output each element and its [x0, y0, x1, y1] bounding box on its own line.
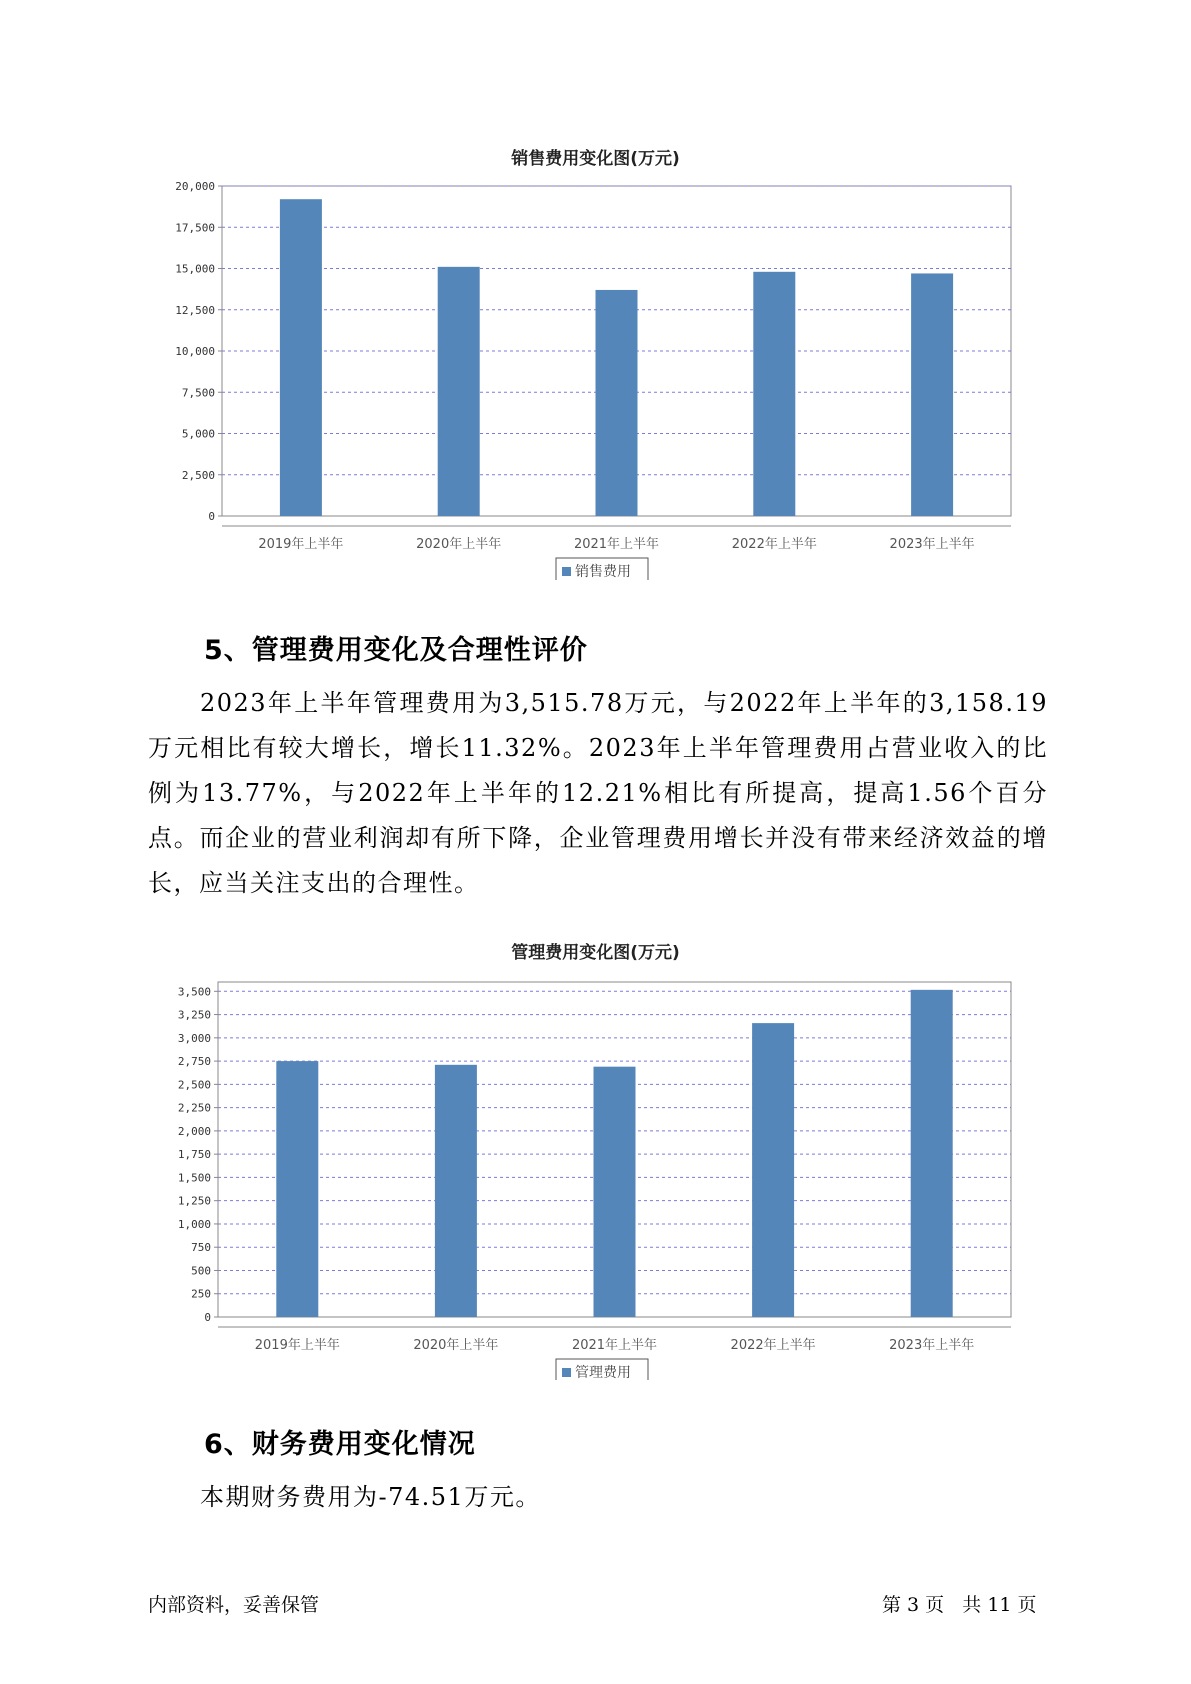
bar — [911, 990, 953, 1317]
bar — [753, 272, 795, 516]
y-tick-label: 0 — [204, 1311, 211, 1324]
legend-label: 销售费用 — [575, 564, 631, 580]
y-tick-label: 3,000 — [177, 1031, 211, 1045]
y-tick-label: 2,750 — [177, 1055, 211, 1069]
y-tick-label: 2,250 — [177, 1101, 211, 1115]
y-tick-label: 3,250 — [177, 1008, 211, 1022]
y-tick-label: 1,500 — [177, 1171, 211, 1185]
bar — [596, 290, 638, 516]
sales-expense-chart-title: 销售费用变化图(万元) — [511, 149, 680, 169]
y-tick-label: 2,500 — [177, 1078, 211, 1092]
y-tick-label: 17,500 — [175, 221, 215, 235]
section-5-heading: 5、管理费用变化及合理性评价 — [204, 635, 588, 666]
bar — [594, 1067, 636, 1317]
y-tick-label: 2,500 — [181, 468, 215, 482]
x-tick-label: 2022年上半年 — [730, 1338, 816, 1353]
y-tick-label: 1,250 — [177, 1194, 211, 1208]
sales-expense-chart — [0, 160, 1191, 580]
x-tick-label: 2020年上半年 — [413, 1338, 499, 1353]
legend-swatch — [562, 1368, 571, 1377]
y-tick-label: 3,500 — [177, 985, 211, 999]
y-tick-label: 2,000 — [177, 1124, 211, 1138]
y-tick-label: 5,000 — [181, 427, 215, 441]
y-tick-label: 250 — [191, 1287, 211, 1301]
bar — [280, 199, 322, 516]
x-tick-label: 2021年上半年 — [571, 1338, 658, 1353]
y-tick-label: 7,500 — [181, 386, 215, 400]
x-tick-label: 2023年上半年 — [889, 537, 975, 552]
legend-swatch — [562, 567, 571, 576]
y-tick-label: 12,500 — [175, 303, 215, 317]
section-6-paragraph: 本期财务费用为-74.51万元。 — [200, 1483, 541, 1511]
section-5-paragraph: 2023年上半年管理费用为3,515.78万元，与2022年上半年的3,158.19万元相比有较大增长，增长11.32%。2023年上半年管理费用占营业收入的比例为13.77%，与2022年上半年的12.21%相比有所提高，提高1.56个百分点。而企业的营业利润却有所下降，企业管理费用增长并没有带来经济效益的增长，应当关注支出的合理性。 — [148, 689, 1048, 897]
bar — [276, 1061, 318, 1317]
admin-expense-chart-title: 管理费用变化图(万元) — [511, 943, 680, 963]
bar — [438, 267, 480, 516]
x-tick-label: 2019年上半年 — [258, 537, 344, 552]
x-tick-label: 2021年上半年 — [573, 537, 660, 552]
y-tick-label: 10,000 — [175, 345, 215, 358]
y-tick-label: 1,750 — [177, 1148, 211, 1162]
x-tick-label: 2023年上半年 — [889, 1338, 975, 1353]
y-tick-label: 15,000 — [175, 262, 215, 276]
y-tick-label: 1,000 — [177, 1217, 211, 1231]
footer-page-number: 第 3 页 共 11 页 — [882, 1594, 1037, 1616]
y-tick-label: 0 — [208, 510, 215, 523]
x-tick-label: 2020年上半年 — [416, 537, 502, 552]
admin-expense-chart — [0, 960, 1191, 1380]
bar — [435, 1065, 477, 1317]
x-tick-label: 2022年上半年 — [731, 537, 817, 552]
section-6-heading: 6、财务费用变化情况 — [204, 1429, 476, 1460]
footer-confidential: 内部资料，妥善保管 — [148, 1594, 320, 1616]
bar — [752, 1023, 794, 1317]
x-tick-label: 2019年上半年 — [254, 1338, 340, 1353]
y-tick-label: 500 — [191, 1264, 211, 1278]
legend-label: 管理费用 — [575, 1365, 631, 1380]
y-tick-label: 20,000 — [175, 180, 215, 193]
y-tick-label: 750 — [191, 1241, 211, 1255]
bar — [911, 273, 953, 516]
